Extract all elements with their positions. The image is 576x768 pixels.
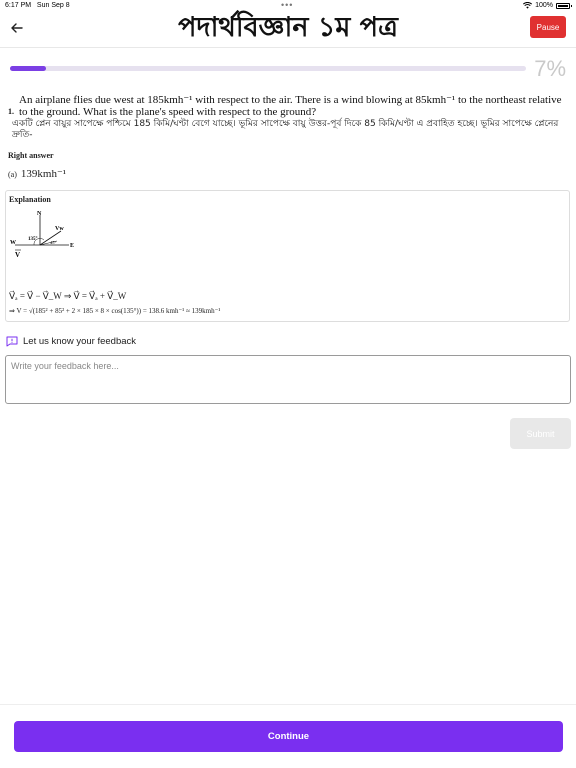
wifi-icon [523,2,532,9]
status-bar [0,0,576,12]
progress-fill [10,66,46,71]
right-answer-label: Right answer [8,151,54,160]
pause-button[interactable]: Pause [530,16,566,38]
feedback-icon [6,336,18,347]
equation-1: V⃗ₐ = V⃗ − V⃗_W ⇒ V⃗ = V⃗ₐ + V⃗_W [9,291,127,301]
explanation-label: Explanation [9,195,51,204]
label-angle2: 45° [50,240,57,245]
status-right [523,2,570,9]
feedback-input[interactable] [5,355,571,404]
battery-percent: 100% [535,2,553,9]
equation-2: ⇒ V = √(185² + 85² + 2 × 185 × 8 × cos(135°)) = 138.6 kmh⁻¹ ≈ 139kmh⁻¹ [9,307,221,315]
explanation-box [5,190,570,322]
question-number: 1. [8,107,14,116]
vector-diagram [9,209,89,261]
question-block [8,94,570,141]
multitask-dots-icon[interactable]: ••• [281,0,294,10]
continue-button[interactable]: Continue [14,721,563,752]
answer-value: 139kmh⁻¹ [20,168,67,180]
label-v: V [15,251,21,259]
label-angle1: 135° [28,237,38,242]
progress-percent: 7% [534,56,566,81]
feedback-row [6,336,136,347]
page-title: পদার্থবিজ্ঞান ১ম পত্র [178,12,398,43]
label-vw: Vw [55,226,64,232]
question-text-en: An airplane flies due west at 185kmh⁻¹ with respect to the air. There is a wind blowing at 85kmh⁻¹ to the northeast relative to the ground. What is the plane's speed with respect to the ground? [19,94,562,118]
header [0,12,576,48]
battery-icon [556,3,570,9]
label-n: N [37,211,42,217]
right-answer [8,167,66,180]
status-time: 6:17 PM Sun Sep 8 [5,2,70,9]
question-text-bn: একটি প্লেন বায়ুর সাপেক্ষে পশ্চিমে 185 কিমি/ঘণ্টা বেগে যাচ্ছে। ভূমির সাপেক্ষে বায়ু উত্তর-পূর্ব দিকে 85 কিমি/ঘণ্টা এ প্রবাহিত হচ্ছে। ভূমির সাপেক্ষে প্লেনের দ্রুতি- [12,119,559,140]
submit-button[interactable]: Submit [510,418,571,449]
answer-option: (a) [8,170,17,179]
label-w: W [10,240,16,246]
feedback-label: Let us know your feedback [23,336,137,347]
label-e: E [70,243,75,249]
progress-bar [10,66,526,71]
footer-divider [0,704,576,705]
